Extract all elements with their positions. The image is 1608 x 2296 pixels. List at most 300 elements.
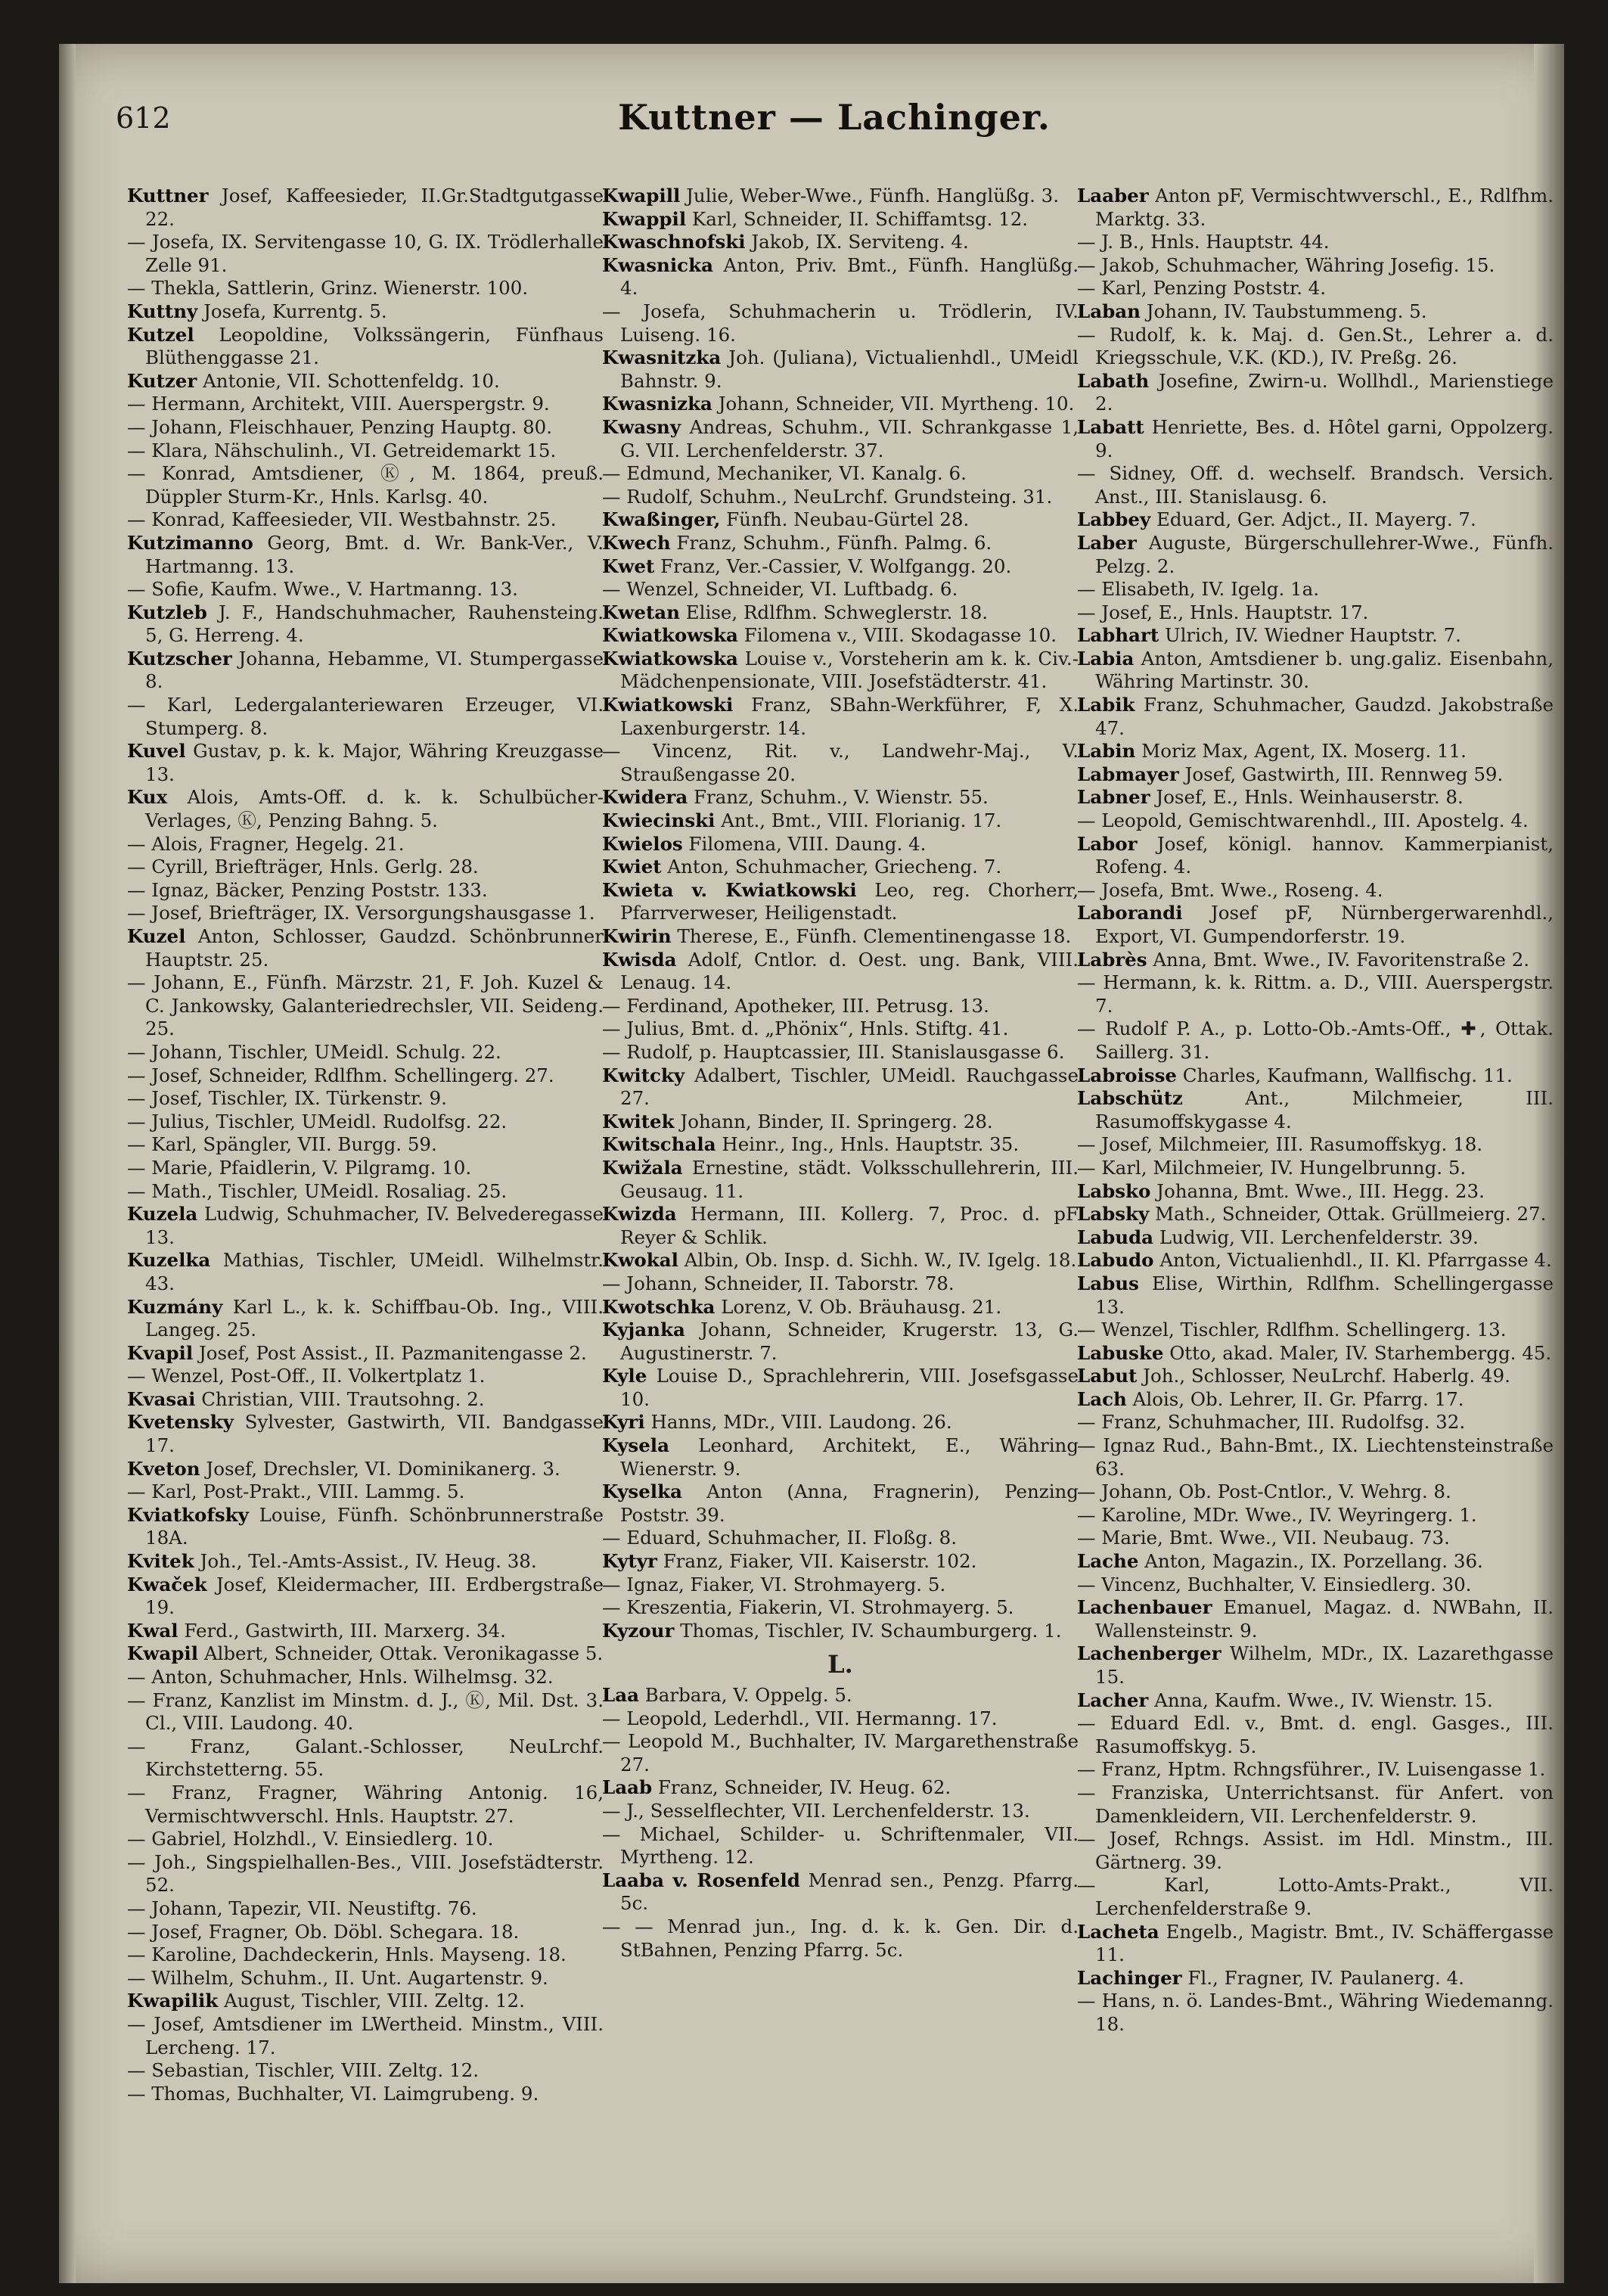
- directory-entry: [127, 902, 604, 925]
- directory-entry: [127, 648, 604, 694]
- directory-entry: [1077, 1550, 1554, 1574]
- entry-details: Fl., Fragner, IV. Paulanerg. 4.: [1187, 1966, 1464, 1989]
- directory-entry: [602, 1203, 1079, 1249]
- entry-details: Barbara, V. Oppelg. 5.: [644, 1684, 852, 1706]
- entry-surname: Kuzelka: [127, 1249, 211, 1272]
- directory-entry: [1077, 1180, 1554, 1204]
- entry-surname: Labsko: [1077, 1179, 1151, 1202]
- entry-details: — Elisabeth, IV. Igelg. 1a.: [1077, 578, 1320, 601]
- directory-entry: [1077, 1157, 1554, 1180]
- directory-entry: [1077, 508, 1554, 532]
- directory-entry: [1077, 1874, 1554, 1920]
- entry-details: Franz, Fiaker, VII. Kaiserstr. 102.: [663, 1550, 977, 1573]
- directory-entry: [1077, 763, 1554, 787]
- directory-entry: [602, 1776, 1079, 1800]
- entry-details: — Eduard, Schuhmacher, II. Floßg. 8.: [602, 1527, 958, 1549]
- entry-details: — Karoline, MDr. Wwe., IV. Weyringerg. 1.: [1077, 1503, 1477, 1526]
- directory-entry: [602, 578, 1079, 601]
- entry-surname: Kwisda: [602, 948, 677, 971]
- entry-surname: Laaber: [1077, 185, 1149, 207]
- entry-surname: Kwitschala: [602, 1133, 716, 1156]
- entry-surname: Lacher: [1077, 1689, 1149, 1711]
- entry-details: Leopoldine, Volkssängerin, Fünfhaus Blüthenggasse 21.: [145, 323, 604, 369]
- entry-details: Ludwig, Schuhmacher, IV. Belvederegasse 13.: [145, 1203, 604, 1248]
- entry-details: — Ignaz Rud., Bahn-Bmt., IX. Liechtensteinstraße 63.: [1077, 1434, 1554, 1480]
- directory-entry: [602, 1157, 1079, 1203]
- entry-surname: Kutzel: [127, 323, 194, 346]
- entry-details: — Rudolf, p. Hauptcassier, III. Stanislausgasse 6.: [602, 1040, 1065, 1063]
- entry-details: Johann, Schneider, VII. Myrtheng. 10.: [718, 393, 1075, 415]
- entry-details: — Franz, Galant.-Schlosser, NeuLrchf. Kirchstetterng. 55.: [127, 1735, 604, 1781]
- entry-details: — Johann, E., Fünfh. Märzstr. 21, F. Joh. Kuzel & C. Jankowsky, Galanteriedrechsler, VII. Seideng. 25.: [127, 971, 604, 1040]
- entry-surname: Kuvel: [127, 740, 186, 763]
- directory-entry: [602, 879, 1079, 925]
- directory-entry: [127, 1620, 604, 1643]
- directory-entry: [1077, 1319, 1554, 1342]
- entry-details: Anna, Bmt. Wwe., IV. Favoritenstraße 2.: [1153, 948, 1530, 971]
- entry-details: — Eduard Edl. v., Bmt. d. engl. Gasges., III. Rasumoffskyg. 5.: [1077, 1712, 1554, 1757]
- directory-entry: [1077, 185, 1554, 231]
- entry-details: — Konrad, Amtsdiener, Ⓚ, M. 1864, preuß. Düppler Sturm-Kr., Hnls. Karlsg. 40.: [127, 462, 604, 508]
- entry-details: Filomena, VIII. Daung. 4.: [688, 832, 927, 855]
- entry-surname: Labuda: [1077, 1226, 1154, 1248]
- entry-details: Gustav, p. k. k. Major, Währing Kreuzgasse 13.: [145, 740, 604, 785]
- entry-surname: Labus: [1077, 1272, 1139, 1294]
- entry-surname: Kwizda: [602, 1203, 677, 1226]
- entry-details: — Wilhelm, Schuhm., II. Unt. Augartenstr. 9.: [127, 1966, 548, 1989]
- entry-details: Louise, Fünfh. Schönbrunnerstraße 18A.: [145, 1503, 604, 1549]
- entry-details: Josef, königl. hannov. Kammerpianist, Rofeng. 4.: [1095, 832, 1554, 878]
- entry-details: Josef, Drechsler, VI. Dominikanerg. 3.: [206, 1457, 560, 1480]
- entry-details: Georg, Bmt. d. Wr. Bank-Ver., V. Hartmanng. 13.: [145, 531, 604, 577]
- entry-details: Antonie, VII. Schottenfeldg. 10.: [203, 369, 500, 392]
- entry-details: Math., Schneider, Ottak. Grüllmeierg. 27.: [1155, 1203, 1547, 1226]
- entry-details: Josef, Gastwirth, III. Rennweg 59.: [1184, 763, 1504, 785]
- directory-entry: [1077, 300, 1554, 324]
- directory-entry: [602, 532, 1079, 555]
- entry-details: Franz, Schuhm., Fünfh. Palmg. 6.: [676, 531, 992, 554]
- directory-entry: [127, 1504, 604, 1550]
- entry-details: Alois, Amts-Off. d. k. k. Schulbücher-Verlages, Ⓚ, Penzing Bahng. 5.: [145, 786, 604, 832]
- directory-entry: [1077, 949, 1554, 972]
- entry-details: — Math., Tischler, UMeidl. Rosaliag. 25.: [127, 1179, 508, 1202]
- entry-details: — Gabriel, Holzhdl., V. Einsiedlerg. 10.: [127, 1828, 494, 1850]
- directory-entry: [1077, 1342, 1554, 1365]
- entry-details: Jakob, IX. Serviteng. 4.: [751, 231, 969, 253]
- entry-details: Hermann, III. Kollerg. 7, Proc. d. pF Reyer & Schlik.: [620, 1203, 1079, 1248]
- directory-entry: [602, 648, 1079, 694]
- entry-surname: Kuzel: [127, 925, 186, 947]
- entry-details: Anton pF, Vermischtwverschl., E., Rdlfhm. Marktg. 33.: [1095, 185, 1554, 230]
- entry-details: — Franz, Hptm. Rchngsführer., IV. Luisengasse 1.: [1077, 1758, 1546, 1781]
- directory-entry: [1077, 1758, 1554, 1782]
- directory-entry: [127, 1897, 604, 1921]
- directory-entry: [602, 995, 1079, 1018]
- directory-entry: [127, 393, 604, 416]
- entry-surname: Kwapill: [602, 185, 681, 207]
- directory-entry: [127, 833, 604, 856]
- entry-surname: Kvitek: [127, 1550, 194, 1573]
- entry-details: Franz, Schneider, IV. Heug. 62.: [657, 1776, 951, 1799]
- entry-surname: Labudo: [1077, 1249, 1154, 1272]
- directory-entry: [127, 1296, 604, 1342]
- directory-entry: [127, 440, 604, 463]
- entry-surname: Kvetensky: [127, 1411, 234, 1434]
- entry-details: Ant., Bmt., VIII. Florianig. 17.: [721, 809, 1002, 832]
- directory-entry: [127, 1943, 604, 1967]
- entry-details: — Johann, Fleischhauer, Penzing Hauptg. 80.: [127, 415, 553, 438]
- entry-details: Moriz Max, Agent, IX. Moserg. 11.: [1141, 740, 1467, 763]
- entry-surname: Laa: [602, 1684, 639, 1706]
- directory-entry: [127, 1388, 604, 1412]
- entry-surname: Kwielos: [602, 832, 683, 855]
- entry-details: — Joh., Singspielhallen-Bes., VIII. Josefstädterstr. 52.: [127, 1850, 604, 1897]
- directory-entry: [1077, 1828, 1554, 1874]
- entry-details: — Josef, E., Hnls. Hauptstr. 17.: [1077, 601, 1369, 623]
- entry-details: Ulrich, IV. Wiedner Hauptstr. 7.: [1164, 624, 1461, 647]
- entry-details: Josefine, Zwirn-u. Wollhdl., Marienstiege 2.: [1095, 369, 1554, 415]
- entry-details: — Michael, Schilder- u. Schriftenmaler, VII. Myrtheng. 12.: [602, 1822, 1079, 1869]
- entry-details: — Josef, Tischler, IX. Türkenstr. 9.: [127, 1087, 447, 1110]
- entry-details: Joh., Tel.-Amts-Assist., IV. Heug. 38.: [200, 1550, 537, 1573]
- entry-details: Anton, Magazin., IX. Porzellang. 36.: [1144, 1550, 1483, 1573]
- entry-details: — Karl, Milchmeier, IV. Hungelbrunng. 5.: [1077, 1156, 1467, 1179]
- entry-surname: Labroisse: [1077, 1064, 1177, 1086]
- entry-surname: Labin: [1077, 740, 1136, 763]
- entry-details: Charles, Kaufmann, Wallfischg. 11.: [1182, 1064, 1513, 1086]
- entry-details: Anton, Amtsdiener b. ung.galiz. Eisenbahn, Währing Martinstr. 30.: [1095, 647, 1554, 693]
- entry-surname: Labner: [1077, 786, 1150, 809]
- entry-surname: Kwapil: [127, 1642, 199, 1665]
- entry-details: — Thekla, Sattlerin, Grinz. Wienerstr. 100.: [127, 277, 529, 300]
- directory-entry: [1077, 1689, 1554, 1713]
- directory-entry: [127, 1342, 604, 1365]
- directory-entry: [602, 1707, 1079, 1731]
- entry-details: — Karl, Spängler, VII. Burgg. 59.: [127, 1133, 437, 1156]
- entry-details: Albin, Ob. Insp. d. Sichh. W., IV. Igelg. 18.: [684, 1249, 1077, 1272]
- directory-entry: [127, 1203, 604, 1249]
- entry-surname: Lache: [1077, 1550, 1139, 1573]
- directory-entry: [127, 231, 604, 277]
- directory-entry: [127, 1990, 604, 2013]
- entry-details: Andreas, Schuhm., VII. Schrankgasse 1, G. VII. Lerchenfelderstr. 37.: [620, 415, 1079, 461]
- directory-entry: [602, 1527, 1079, 1550]
- directory-entry: [602, 809, 1079, 833]
- entry-surname: Kwitek: [602, 1110, 675, 1132]
- entry-details: — Josef, Schneider, Rdlfhm. Schellingerg. 27.: [127, 1064, 554, 1086]
- directory-entry: [1077, 1133, 1554, 1157]
- directory-entry: [602, 1684, 1079, 1707]
- directory-entry: [602, 185, 1079, 208]
- directory-entry: [1077, 1272, 1554, 1319]
- directory-entry: [1077, 902, 1554, 948]
- directory-entry: [1077, 1480, 1554, 1504]
- directory-entry: [127, 1574, 604, 1620]
- directory-entry: [602, 1869, 1079, 1915]
- entry-details: — Hans, n. ö. Landes-Bmt., Währing Wiedemanng. 18.: [1077, 1990, 1554, 2035]
- entry-details: Johann, Binder, II. Springerg. 28.: [680, 1110, 993, 1132]
- entry-details: Johanna, Hebamme, VI. Stumpergasse 8.: [145, 647, 604, 693]
- entry-details: Josef pF, Nürnbergerwarenhdl., Export, VI. Gumpendorferstr. 19.: [1095, 902, 1554, 947]
- entry-details: — Rudolf P. A., p. Lotto-Ob.-Amts-Off., ✚, Ottak. Saillerg. 31.: [1077, 1018, 1554, 1063]
- entry-details: August, Tischler, VIII. Zeltg. 12.: [224, 1990, 525, 2012]
- directory-entry: [602, 1296, 1079, 1319]
- entry-surname: Labatt: [1077, 415, 1144, 438]
- entry-surname: Kwasny: [602, 415, 681, 438]
- directory-entry: [127, 1689, 604, 1735]
- entry-details: Anton (Anna, Fragnerin), Penzing Poststr. 39.: [620, 1480, 1079, 1526]
- directory-entry: [127, 416, 604, 440]
- page-header: [116, 88, 1553, 163]
- directory-entry: [127, 1782, 604, 1828]
- directory-entry: [127, 1967, 604, 1990]
- entry-details: — Josef, Amtsdiener im LWertheid. Minstm., VIII. Lercheng. 17.: [127, 2012, 604, 2058]
- entry-surname: Labath: [1077, 369, 1150, 392]
- directory-entry: [1077, 1388, 1554, 1412]
- entry-surname: Laaba v. Rosenfeld: [602, 1869, 800, 1891]
- directory-entry: [602, 624, 1079, 648]
- entry-details: — Sofie, Kaufm. Wwe., V. Hartmanng. 13.: [127, 578, 518, 601]
- entry-details: Henriette, Bes. d. Hôtel garni, Oppolzerg. 9.: [1095, 415, 1554, 461]
- entry-surname: Labbey: [1077, 508, 1151, 531]
- entry-surname: Kwet: [602, 555, 655, 577]
- directory-entry: [602, 393, 1079, 416]
- directory-entry: [127, 786, 604, 832]
- entry-details: — Konrad, Kaffeesieder, VII. Westbahnstr. 25.: [127, 508, 557, 531]
- entry-details: — Franziska, Unterrichtsanst. für Anfert. von Damenkleidern, VII. Lerchenfelderstr. 9.: [1077, 1781, 1554, 1827]
- entry-details: Franz, SBahn-Werkführer, F, X. Laxenburgerstr. 14.: [620, 694, 1079, 739]
- directory-entry: [1077, 1203, 1554, 1226]
- directory-entry: [1077, 231, 1554, 254]
- entry-surname: Kvapil: [127, 1341, 194, 1364]
- entry-details: — Leopold M., Buchhalter, IV. Margarethenstraße 27.: [602, 1730, 1079, 1776]
- directory-entry: [1077, 879, 1554, 903]
- entry-details: Elise, Rdlfhm. Schweglerstr. 18.: [685, 601, 989, 623]
- entry-details: Josef, Post Assist., II. Pazmanitengasse 2.: [198, 1341, 587, 1364]
- entry-details: Anna, Kaufm. Wwe., IV. Wienstr. 15.: [1154, 1689, 1493, 1711]
- entry-surname: Kwiatkowska: [602, 624, 738, 647]
- entry-surname: Kyjanka: [602, 1319, 685, 1341]
- directory-entry: [1077, 648, 1554, 694]
- page-gutter-shadow: [59, 44, 76, 2283]
- directory-entry: [1077, 1574, 1554, 1597]
- entry-details: — Cyrill, Briefträger, Hnls. Gerlg. 28.: [127, 856, 479, 878]
- entry-details: — Karl, Lotto-Amts-Prakt., VII. Lerchenfelderstraße 9.: [1077, 1874, 1554, 1919]
- entry-surname: Kutzleb: [127, 601, 207, 623]
- directory-entry: [127, 370, 604, 393]
- entry-surname: Kuzela: [127, 1203, 198, 1226]
- directory-entry: [1077, 1249, 1554, 1272]
- entry-details: — Anton, Schuhmacher, Hnls. Wilhelmsg. 32.: [127, 1666, 554, 1688]
- entry-details: — Josef, Rchngs. Assist. im Hdl. Minstm., III. Gärtnerg. 39.: [1077, 1828, 1554, 1873]
- entry-details: Johann, IV. Taubstummeng. 5.: [1146, 300, 1427, 322]
- entry-surname: Laborandi: [1077, 902, 1183, 924]
- directory-entry: [127, 1133, 604, 1157]
- entry-details: — Rudolf, Schuhm., NeuLrchf. Grundsteing. 31.: [602, 485, 1053, 508]
- directory-entry: [602, 1434, 1079, 1480]
- directory-entry: [127, 1921, 604, 1944]
- directory-entry: [1077, 1782, 1554, 1828]
- entry-surname: Lachenberger: [1077, 1642, 1222, 1665]
- directory-entry: [602, 694, 1079, 740]
- entry-details: Lorenz, V. Ob. Bräuhausg. 21.: [721, 1295, 1002, 1318]
- directory-entry: [602, 1730, 1079, 1776]
- entry-surname: Kysela: [602, 1434, 669, 1457]
- directory-entry: [127, 300, 604, 324]
- entry-surname: Kytyr: [602, 1550, 657, 1573]
- directory-entry: [602, 740, 1079, 786]
- entry-details: Christian, VIII. Trautsohng. 2.: [201, 1387, 485, 1410]
- entry-details: Franz, Ver.-Cassier, V. Wolfgangg. 20.: [660, 555, 1012, 577]
- entry-surname: Kwal: [127, 1619, 178, 1642]
- directory-entry: [602, 925, 1079, 949]
- entry-surname: Kutzimanno: [127, 531, 253, 554]
- directory-entry: [127, 601, 604, 648]
- directory-entry: [127, 1041, 604, 1064]
- directory-entry: [602, 1823, 1079, 1869]
- entry-surname: Labik: [1077, 694, 1135, 716]
- entry-surname: Lacheta: [1077, 1920, 1159, 1943]
- directory-entry: [1077, 1990, 1554, 2036]
- directory-entry: [1077, 532, 1554, 578]
- entry-details: — Josefa, Bmt. Wwe., Roseng. 4.: [1077, 878, 1383, 901]
- directory-entry: [602, 231, 1079, 254]
- entry-surname: Kwech: [602, 531, 671, 554]
- directory-entry: [127, 1550, 604, 1574]
- entry-details: Otto, akad. Maler, IV. Starhembergg. 45.: [1169, 1341, 1552, 1364]
- entry-details: Josef, Kleidermacher, III. Erdbergstraße 19.: [145, 1573, 604, 1619]
- entry-details: — Wenzel, Schneider, VI. Luftbadg. 6.: [602, 578, 958, 601]
- directory-entry: [127, 971, 604, 1041]
- directory-entry: [602, 208, 1079, 231]
- entry-details: — Klara, Nähschulinh., VI. Getreidemarkt 15.: [127, 439, 557, 461]
- directory-entry: [127, 1458, 604, 1481]
- entry-details: Anton, Victualienhdl., II. Kl. Pfarrgasse 4.: [1159, 1249, 1552, 1272]
- entry-details: — Franz, Kanzlist im Minstm. d. J., Ⓚ, Mil. Dst. 3. Cl., VIII. Laudong. 40.: [127, 1689, 604, 1735]
- entry-surname: Kvasai: [127, 1387, 196, 1410]
- entry-details: Leo, reg. Chorherr, Pfarrverweser, Heiligenstadt.: [620, 878, 1079, 924]
- entry-details: Ant., Milchmeier, III. Rasumoffskygasse 4.: [1095, 1087, 1554, 1132]
- entry-details: Hanns, MDr., VIII. Laudong. 26.: [650, 1411, 952, 1434]
- entry-details: — Rudolf, k. k. Maj. d. Gen.St., Lehrer a. d. Kriegsschule, V.K. (KD.), IV. Preßg. 26.: [1077, 323, 1554, 369]
- entry-surname: Kwieta v. Kwiatkowski: [602, 878, 857, 901]
- entry-surname: Lachenbauer: [1077, 1596, 1212, 1619]
- entry-details: — Johann, Tischler, UMeidl. Schulg. 22.: [127, 1040, 501, 1063]
- directory-entry: [1077, 578, 1554, 601]
- entry-details: Elise, Wirthin, Rdlfhm. Schellingergasse 13.: [1095, 1272, 1554, 1318]
- entry-details: — Franz, Fragner, Währing Antonig. 16, Vermischtwverschl. Hnls. Hauptstr. 27.: [127, 1781, 604, 1827]
- entry-details: — Josef, Milchmeier, III. Rasumoffskyg. 18.: [1077, 1133, 1483, 1156]
- directory-entry: [127, 856, 604, 879]
- entry-surname: Kwiet: [602, 856, 662, 878]
- directory-entry: [1077, 1064, 1554, 1088]
- directory-entry: [127, 185, 604, 231]
- entry-details: Louise v., Vorsteherin am k. k. Civ.-Mädchenpensionate, VIII. Josefstädterstr. 41.: [620, 647, 1079, 693]
- directory-entry: [1077, 601, 1554, 625]
- directory-entry: [602, 1041, 1079, 1064]
- entry-details: Menrad sen., Penzg. Pfarrg. 5c.: [620, 1869, 1079, 1915]
- entry-surname: Kwirin: [602, 925, 672, 947]
- entry-details: — Kreszentia, Fiakerin, VI. Strohmayerg. 5.: [602, 1596, 1014, 1619]
- directory-page: [59, 44, 1564, 2283]
- directory-entry: [1077, 1411, 1554, 1434]
- entry-surname: Kwetan: [602, 601, 680, 623]
- entry-details: Julie, Weber-Wwe., Fünfh. Hanglüßg. 3.: [686, 185, 1060, 207]
- entry-details: Fünfh. Neubau-Gürtel 28.: [726, 508, 970, 531]
- entry-surname: Labschütz: [1077, 1087, 1183, 1110]
- entry-details: Karl L., k. k. Schiffbau-Ob. Ing., VIII. Langeg. 25.: [145, 1295, 604, 1341]
- directory-entry: [602, 1550, 1079, 1574]
- directory-entry: [127, 2059, 604, 2083]
- entry-surname: Kwasnizka: [602, 393, 712, 415]
- directory-entry: [127, 1157, 604, 1180]
- entry-details: Emanuel, Magaz. d. NWBahn, II. Wallensteinstr. 9.: [1095, 1596, 1554, 1642]
- entry-details: — Johann, Tapezir, VII. Neustiftg. 76.: [127, 1897, 477, 1919]
- directory-entry: [1077, 1504, 1554, 1527]
- entry-surname: Kwaßinger,: [602, 508, 721, 531]
- directory-entry: [127, 462, 604, 508]
- entry-details: Anton, Priv. Bmt., Fünfh. Hanglüßg. 4.: [620, 253, 1079, 300]
- directory-entry: [602, 786, 1079, 809]
- directory-entry: [1077, 971, 1554, 1018]
- entry-details: — Karoline, Dachdeckerin, Hnls. Mayseng. 18.: [127, 1943, 567, 1966]
- directory-entry: [1077, 277, 1554, 300]
- entry-details: Adolf, Cntlor. d. Oest. ung. Bank, VIII. Lenaug. 14.: [620, 948, 1079, 994]
- directory-entry: [127, 2013, 604, 2059]
- entry-surname: Kwaček: [127, 1573, 207, 1595]
- entry-details: Josef, Kaffeesieder, II.Gr.Stadtgutgasse 22.: [145, 185, 604, 230]
- entry-details: — J. B., Hnls. Hauptstr. 44.: [1077, 231, 1330, 253]
- entry-details: — Ignaz, Bäcker, Penzing Poststr. 133.: [127, 878, 488, 901]
- directory-entry: [1077, 1226, 1554, 1250]
- entry-details: — Sebastian, Tischler, VIII. Zeltg. 12.: [127, 2059, 479, 2082]
- entry-details: — Franz, Schuhmacher, III. Rudolfsg. 32.: [1077, 1411, 1466, 1434]
- entry-surname: Laban: [1077, 300, 1141, 322]
- entry-surname: Labor: [1077, 832, 1138, 855]
- directory-entry: [127, 508, 604, 532]
- entry-surname: Kwaschnofski: [602, 231, 746, 253]
- directory-entry: [602, 1249, 1079, 1272]
- entry-details: — Johann, Schneider, II. Taborstr. 78.: [602, 1272, 955, 1294]
- entry-details: Joh., Schlosser, NeuLrchf. Haberlg. 49.: [1143, 1365, 1510, 1387]
- directory-entry: [602, 1596, 1079, 1620]
- directory-entry: [127, 694, 604, 740]
- column-2: [602, 185, 1079, 2257]
- entry-surname: Kux: [127, 786, 168, 809]
- entry-details: — Jakob, Schuhmacher, Währing Josefig. 15.: [1077, 253, 1495, 276]
- entry-details: Karl, Schneider, II. Schiffamtsg. 12.: [691, 207, 1029, 230]
- directory-entry: [127, 2083, 604, 2106]
- entry-details: Anton, Schlosser, Gaudzd. Schönbrunner Hauptstr. 25.: [145, 925, 604, 971]
- entry-details: Ludwig, VII. Lerchenfelderstr. 39.: [1159, 1226, 1479, 1248]
- entry-surname: Labhart: [1077, 624, 1159, 647]
- entry-details: Ernestine, städt. Volksschullehrerin, III. Geusaug. 11.: [620, 1156, 1079, 1202]
- entry-details: — Leopold, Lederhdl., VII. Hermanng. 17.: [602, 1707, 998, 1729]
- entry-surname: Laab: [602, 1776, 653, 1799]
- entry-surname: Kwapilik: [127, 1990, 219, 2012]
- entry-details: Filomena v., VIII. Skodagasse 10.: [743, 624, 1057, 647]
- entry-surname: Kuttny: [127, 300, 198, 322]
- entry-surname: Kwasnitzka: [602, 346, 722, 369]
- running-title: Kuttner — Lachinger.: [618, 97, 1051, 138]
- entry-surname: Kwiecinski: [602, 809, 716, 832]
- entry-surname: Kwiatkowska: [602, 647, 738, 670]
- entry-surname: Labuske: [1077, 1341, 1164, 1364]
- entry-details: Mathias, Tischler, UMeidl. Wilhelmstr. 43.: [145, 1249, 604, 1294]
- entry-surname: Lachinger: [1077, 1966, 1182, 1989]
- column-1: [127, 185, 604, 2257]
- entry-surname: Labsky: [1077, 1203, 1150, 1226]
